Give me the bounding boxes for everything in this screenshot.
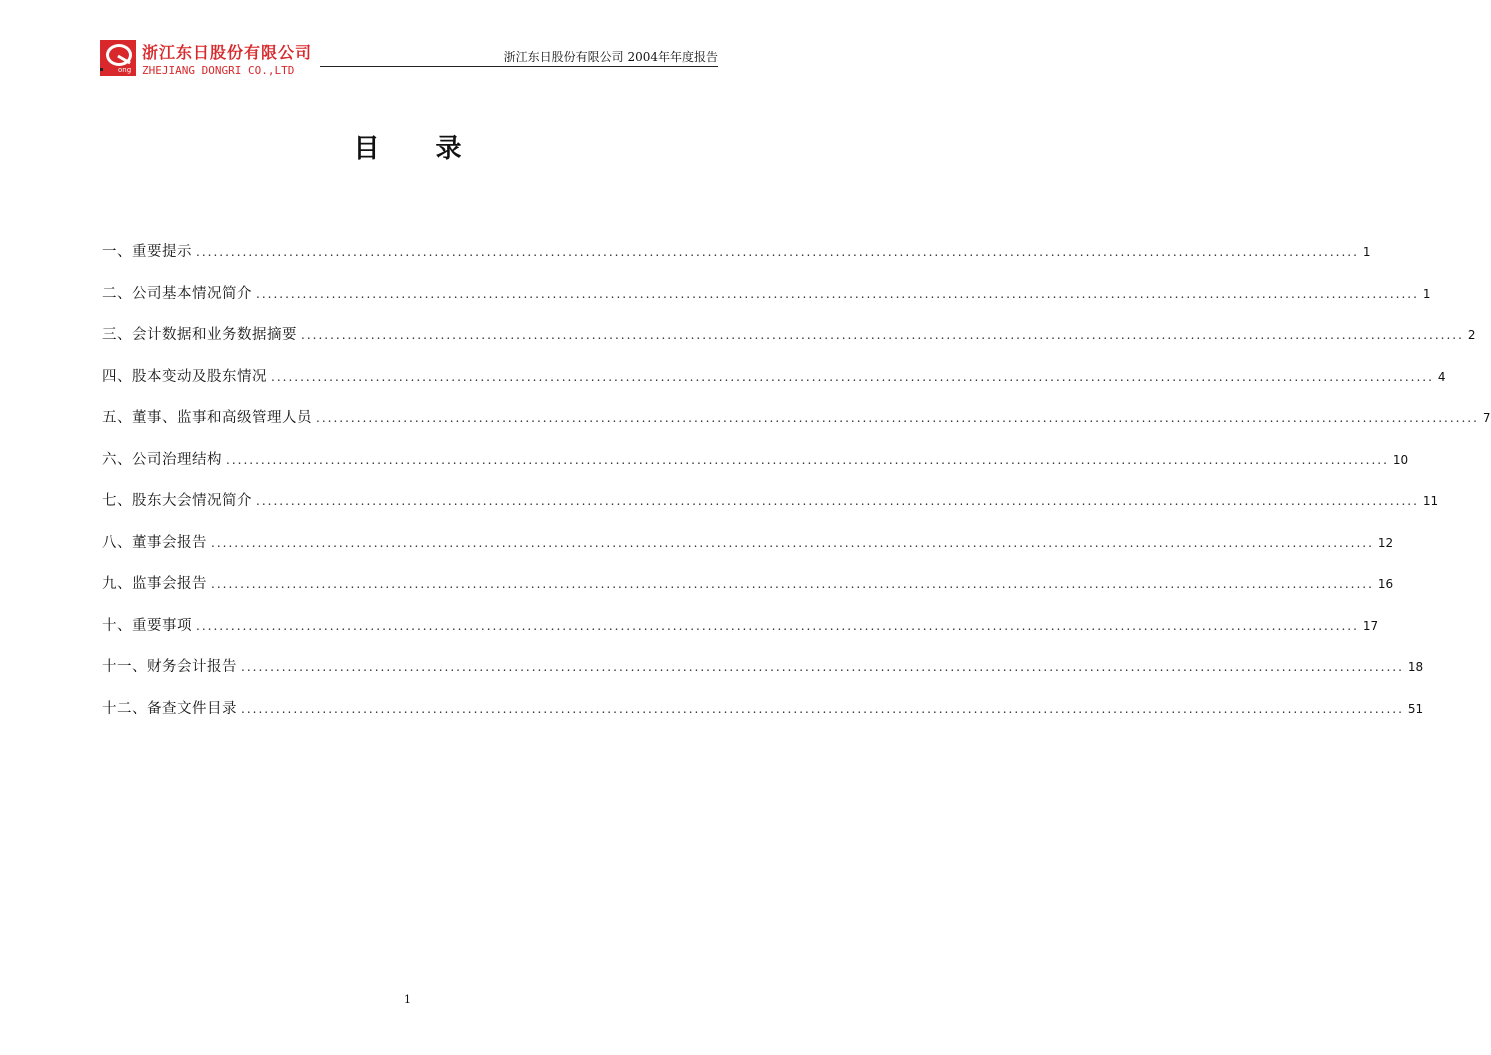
toc-entry-label: 十一、财务会计报告 (102, 659, 237, 675)
logo-mark-icon (100, 40, 136, 76)
toc-entry-page: 10 (1392, 452, 1409, 467)
toc-entry[interactable] (102, 489, 1439, 531)
toc-entry-label: 七、股东大会情况简介 (102, 493, 252, 509)
toc-leader-dots: ........................................................................................................................................................................................................ (211, 535, 1374, 550)
toc-entry-label: 十二、备查文件目录 (102, 700, 237, 717)
toc-leader-dots: ........................................................................................................................................................................................................ (196, 618, 1359, 633)
toc-entry-page: 1 (1422, 286, 1431, 301)
header-rule (320, 66, 718, 67)
company-logo (100, 40, 330, 80)
toc-entry[interactable] (102, 323, 1476, 365)
toc-entry-label: 九、监事会报告 (102, 576, 207, 592)
toc-entry[interactable] (102, 282, 1431, 324)
table-of-contents (102, 240, 1491, 738)
toc-entry-page: 2 (1467, 328, 1476, 342)
toc-leader-dots: ........................................................................................................................................................................................................ (211, 577, 1374, 591)
header-marker (100, 68, 103, 71)
toc-entry-page: 51 (1407, 701, 1424, 716)
toc-entry-page: 4 (1437, 369, 1446, 384)
toc-leader-dots: ........................................................................................................................................................................................................ (256, 494, 1419, 508)
toc-entry[interactable] (102, 240, 1371, 282)
toc-entry-page: 7 (1482, 411, 1491, 425)
toc-entry[interactable] (102, 406, 1491, 448)
toc-entry-page: 1 (1362, 245, 1371, 259)
toc-entry-label: 八、董事会报告 (102, 534, 207, 551)
toc-leader-dots: ........................................................................................................................................................................................................ (316, 411, 1479, 425)
toc-entry[interactable] (102, 655, 1424, 697)
logo-english-name: ZHEJIANG DONGRI CO.,LTD (142, 64, 295, 77)
toc-entry-page: 11 (1422, 494, 1439, 508)
toc-entry[interactable] (102, 697, 1424, 739)
toc-entry-page: 18 (1407, 660, 1424, 674)
toc-entry-label: 六、公司治理结构 (102, 451, 222, 468)
toc-entry-label: 四、股本变动及股东情况 (102, 368, 267, 385)
header-report-title: 浙江东日股份有限公司 2004年年度报告 (503, 50, 718, 64)
toc-leader-dots: ........................................................................................................................................................................................................ (271, 369, 1434, 384)
toc-entry-label: 二、公司基本情况简介 (102, 285, 252, 302)
toc-leader-dots: ........................................................................................................................................................................................................ (241, 660, 1404, 674)
logo-mark-sub: ong (118, 66, 132, 74)
page-title: 目录 (353, 134, 518, 164)
toc-entry[interactable] (102, 614, 1379, 656)
toc-leader-dots: ........................................................................................................................................................................................................ (241, 701, 1404, 716)
toc-entry[interactable] (102, 365, 1446, 407)
toc-entry-page: 12 (1377, 535, 1394, 550)
toc-entry-label: 五、董事、监事和高级管理人员 (102, 410, 312, 426)
toc-leader-dots: ........................................................................................................................................................................................................ (196, 245, 1359, 259)
toc-leader-dots: ........................................................................................................................................................................................................ (301, 328, 1464, 342)
toc-entry-page: 16 (1377, 577, 1394, 591)
toc-entry-label: 三、会计数据和业务数据摘要 (102, 327, 297, 343)
toc-entry[interactable] (102, 448, 1409, 490)
logo-chinese-name: 浙江东日股份有限公司 (142, 43, 313, 62)
toc-entry-label: 一、重要提示 (102, 244, 192, 260)
footer-page-number: 1 (404, 993, 411, 1006)
toc-entry[interactable] (102, 572, 1394, 614)
toc-entry-page: 17 (1362, 618, 1379, 633)
toc-entry-label: 十、重要事项 (102, 617, 192, 634)
toc-entry[interactable] (102, 531, 1394, 573)
toc-leader-dots: ........................................................................................................................................................................................................ (256, 286, 1419, 301)
toc-leader-dots: ........................................................................................................................................................................................................ (226, 452, 1389, 467)
